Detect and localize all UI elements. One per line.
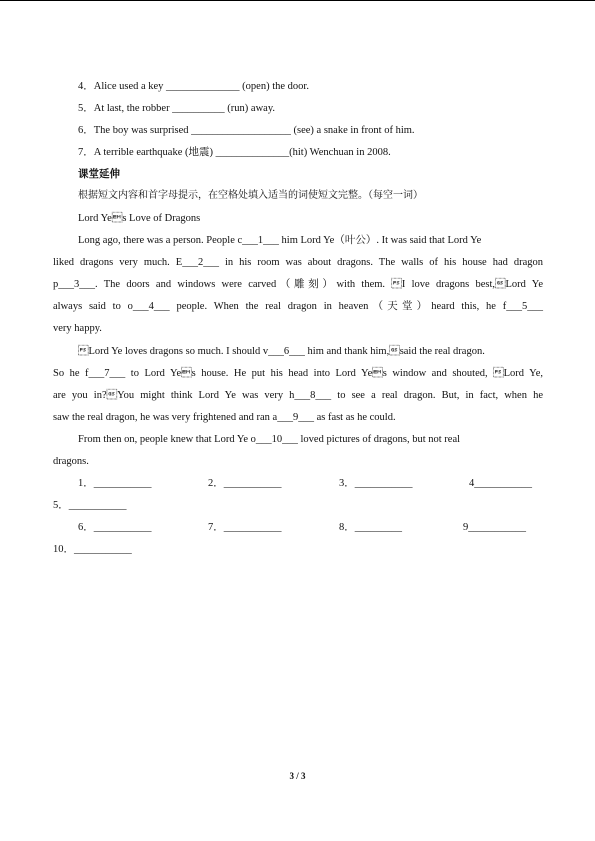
answer-blank-5: 5．___________ [53,500,127,511]
passage-line: p___3___. The doors and windows were carved（雕刻）with them. I love dragons best, Lord Ye [53,279,543,290]
instruction: 根据短文内容和首字母提示，在空格处填入适当的词使短文完整。（每空一词） [78,190,423,201]
answer-blank-9: 9___________ [463,522,526,533]
answer-blank-6: 6．___________ [78,522,152,533]
passage-title: Lord Yes Love of Dragons [78,213,201,224]
passage-line: So he f___7___ to Lord Yes house. He put his head into Lord Yes window and shouted, Lord Ye, [53,368,543,379]
passage-line: dragons. [53,456,89,467]
answer-blank-3: 3．___________ [339,478,413,489]
passage-line: liked dragons very much. E___2___ in his room was about dragons. The walls of his house had dragon [53,257,543,268]
passage-line: Lord Ye loves dragons so much. I should v___6___ him and thank him, said the real dragon. [78,346,485,357]
passage-line: Long ago, there was a person. People c___1___ him Lord Ye（叶公）. It was said that Lord Ye [78,235,482,246]
passage-line: From then on, people knew that Lord Ye o___10___ loved pictures of dragons, but not real [78,434,461,445]
exercise-7: 7．A terrible earthquake (地震) ______________(hit) Wenchuan in 2008. [78,147,391,158]
answer-blank-4: 4___________ [469,478,532,489]
answer-blank-8: 8．_________ [339,522,402,533]
passage-line: always said to o___4___ people. When the real dragon in heaven（天堂）heard this, he f___5___ [53,301,543,312]
header-rule [0,0,595,1]
exercise-5: 5．At last, the robber __________ (run) away. [78,103,276,114]
passage-line: saw the real dragon, he was very frightened and ran a___9___ as fast as he could. [53,412,396,423]
answer-blank-2: 2．___________ [208,478,282,489]
answer-blank-7: 7．___________ [208,522,282,533]
passage-line: are you in? You might think Lord Ye was very h___8___ to see a real dragon. But, in fact, when he [53,390,543,401]
answer-blank-1: 1．___________ [78,478,152,489]
section-title: 课堂延伸 [78,168,120,180]
answer-blank-10: 10．___________ [53,544,132,555]
exercise-4: 4．Alice used a key ______________ (open) the door. [78,81,309,92]
page-number: 3 / 3 [289,771,306,781]
exercise-6: 6．The boy was surprised ___________________ (see) a snake in front of him. [78,125,415,136]
passage-line: very happy. [53,323,102,334]
